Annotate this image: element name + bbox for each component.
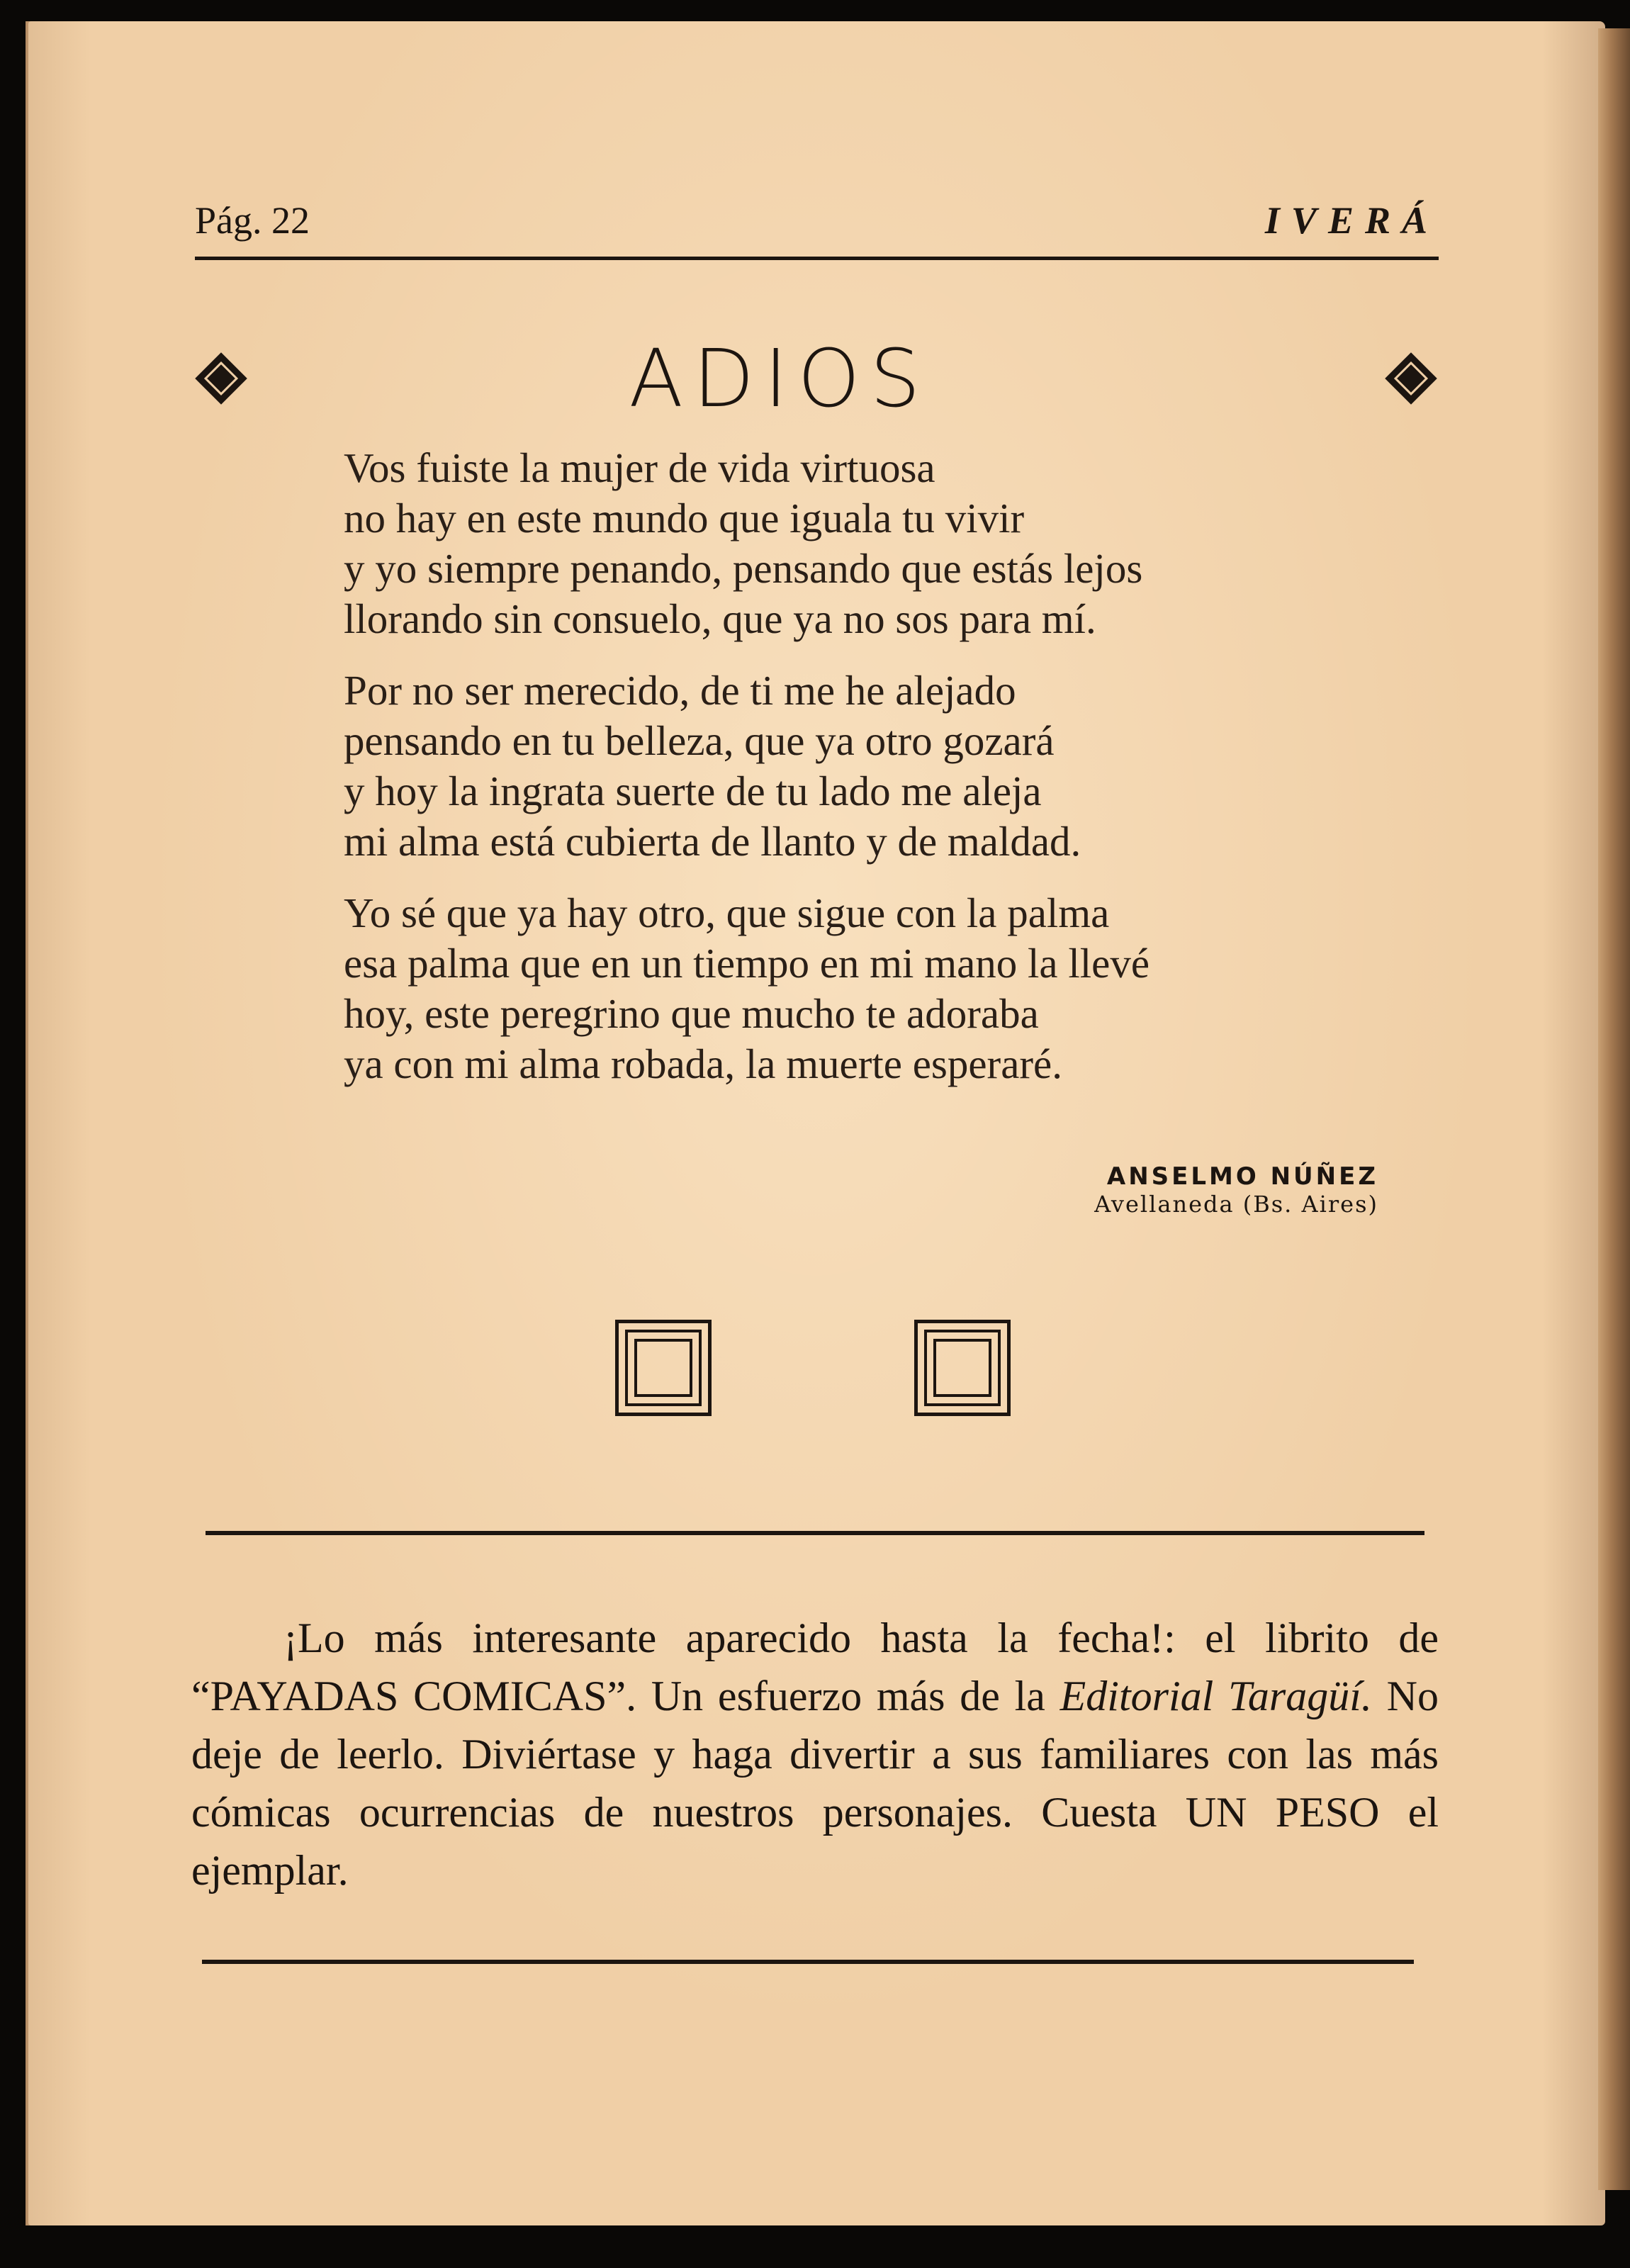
poem-body (344, 443, 1407, 1111)
magazine-name: IVERÁ (1264, 199, 1439, 242)
page-number: Pág. 22 (195, 199, 310, 242)
author-place: Avellaneda (Bs. Aires) (1094, 1191, 1378, 1218)
ad-text-start: ¡Lo más interesante aparecido hasta la fecha!: el librito de “PAYADAS COMICAS”. Un esfuerzo más de la (191, 1615, 1439, 1719)
square-ornament-icon (615, 1320, 712, 1416)
footer-divider (202, 1960, 1414, 1964)
poem-line: y yo siempre penando, pensando que estás lejos (344, 545, 1143, 592)
poem-line: esa palma que en un tiempo en mi mano la llevé (344, 940, 1150, 987)
poem-line: no hay en este mundo que iguala tu vivir (344, 495, 1025, 541)
stanza (344, 888, 1407, 1089)
poem-line: pensando en tu belleza, que ya otro gozará (344, 717, 1055, 764)
section-divider (206, 1531, 1424, 1535)
poem-line: ya con mi alma robada, la muerte esperaré. (344, 1040, 1062, 1087)
stanza (344, 666, 1407, 867)
square-ornament-icon (914, 1320, 1011, 1416)
header-rule (195, 257, 1439, 260)
poem-line: llorando sin consuelo, que ya no sos para mí. (344, 595, 1096, 642)
publisher-name: Editorial Taragüí. (1060, 1673, 1372, 1719)
poem-line: y hoy la ingrata suerte de tu lado me aleja (344, 768, 1042, 814)
poem-line: Por no ser merecido, de ti me he alejado (344, 667, 1016, 714)
poem-line: mi alma está cubierta de llanto y de maldad. (344, 818, 1081, 865)
author-name: ANSELMO NÚÑEZ (1106, 1162, 1378, 1191)
page-header (195, 198, 1439, 244)
poem-line: Vos fuiste la mujer de vida virtuosa (344, 444, 935, 491)
stanza (344, 443, 1407, 644)
poem-line: Yo sé que ya hay otro, que sigue con la palma (344, 889, 1110, 936)
author-signature (1094, 1162, 1378, 1218)
next-page-edge (1598, 28, 1630, 2190)
poem-title: ADIOS (629, 333, 931, 425)
poem-line: hoy, este peregrino que mucho te adoraba (344, 990, 1039, 1037)
ad-text-end: No deje de leerlo. Diviértase y haga divertir a sus familiares con las más cómicas ocurrencias de nuestros personajes. Cuesta UN PESO el ejemplar. (191, 1673, 1439, 1894)
advertisement-paragraph (191, 1609, 1439, 1899)
